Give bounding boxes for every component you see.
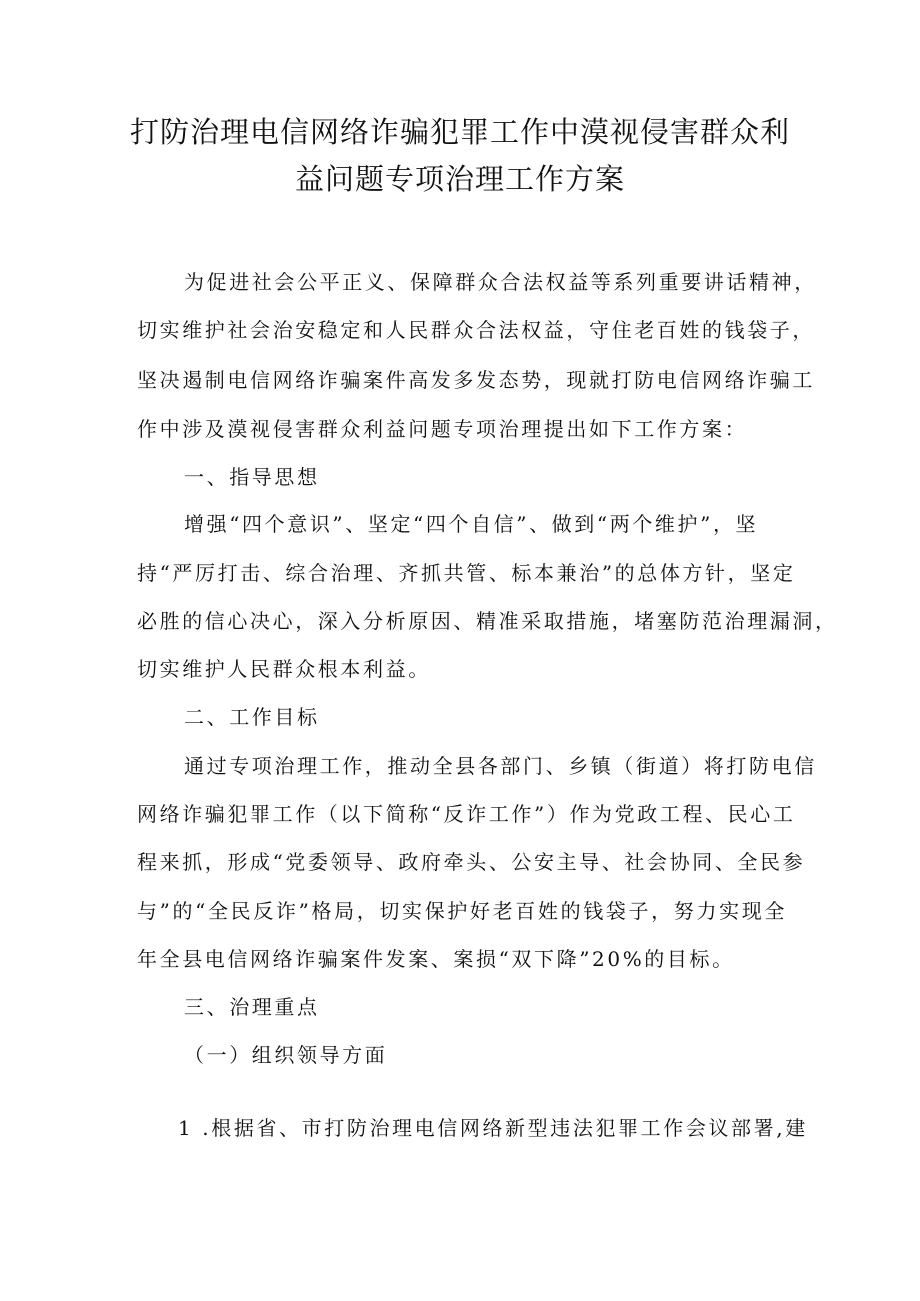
- section-3-item-1: 1 .根据省、市打防治理电信网络新型违法犯罪工作会议部署,建: [178, 1116, 808, 1140]
- section-2-line-4: 与”的“全民反诈”格局，切实保护好老百姓的钱袋子，努力实现全: [137, 899, 787, 923]
- intro-line-2: 切实维护社会治安稳定和人民群众合法权益，守住老百姓的钱袋子，: [137, 318, 815, 342]
- section-2-line-5: 年全县电信网络诈骗案件发案、案损“双下降”20%的目标。: [137, 947, 735, 971]
- section-1-heading: 一、指导思想: [184, 465, 320, 489]
- section-1-line-4: 切实维护人民群众根本利益。: [137, 657, 431, 681]
- section-2-line-1: 通过专项治理工作，推动全县各部门、乡镇（街道）将打防电信: [184, 754, 817, 778]
- section-2-heading: 二、工作目标: [184, 705, 320, 729]
- section-3-heading: 三、治理重点: [184, 995, 320, 1019]
- section-2-line-2: 网络诈骗犯罪工作（以下简称“反诈工作”）作为党政工程、民心工: [137, 802, 796, 826]
- section-1-line-3: 必胜的信心决心，深入分析原因、精准采取措施，堵塞防范治理漏洞，: [137, 609, 838, 633]
- intro-line-4: 作中涉及漠视侵害群众利益问题专项治理提出如下工作方案：: [137, 417, 748, 441]
- section-2-line-3: 程来抓，形成“党委领导、政府牵头、公安主导、社会协同、全民参: [137, 850, 806, 874]
- section-3-subheading: （一）组织领导方面: [184, 1043, 388, 1067]
- section-1-line-1: 增强“四个意识”、坚定“四个自信”、做到“两个维护”，坚: [184, 512, 759, 536]
- section-1-line-2: 持“严厉打击、综合治理、齐抓共管、标本兼治”的总体方针，坚定: [137, 561, 796, 585]
- document-title-line-1: 打防治理电信网络诈骗犯罪工作中漠视侵害群众利: [129, 115, 790, 149]
- intro-line-1: 为促进社会公平正义、保障群众合法权益等系列重要讲话精神，: [184, 270, 817, 294]
- intro-line-3: 坚决遏制电信网络诈骗案件高发多发态势，现就打防电信网络诈骗工: [137, 368, 815, 392]
- document-title-line-2: 益问题专项治理工作方案: [294, 162, 625, 196]
